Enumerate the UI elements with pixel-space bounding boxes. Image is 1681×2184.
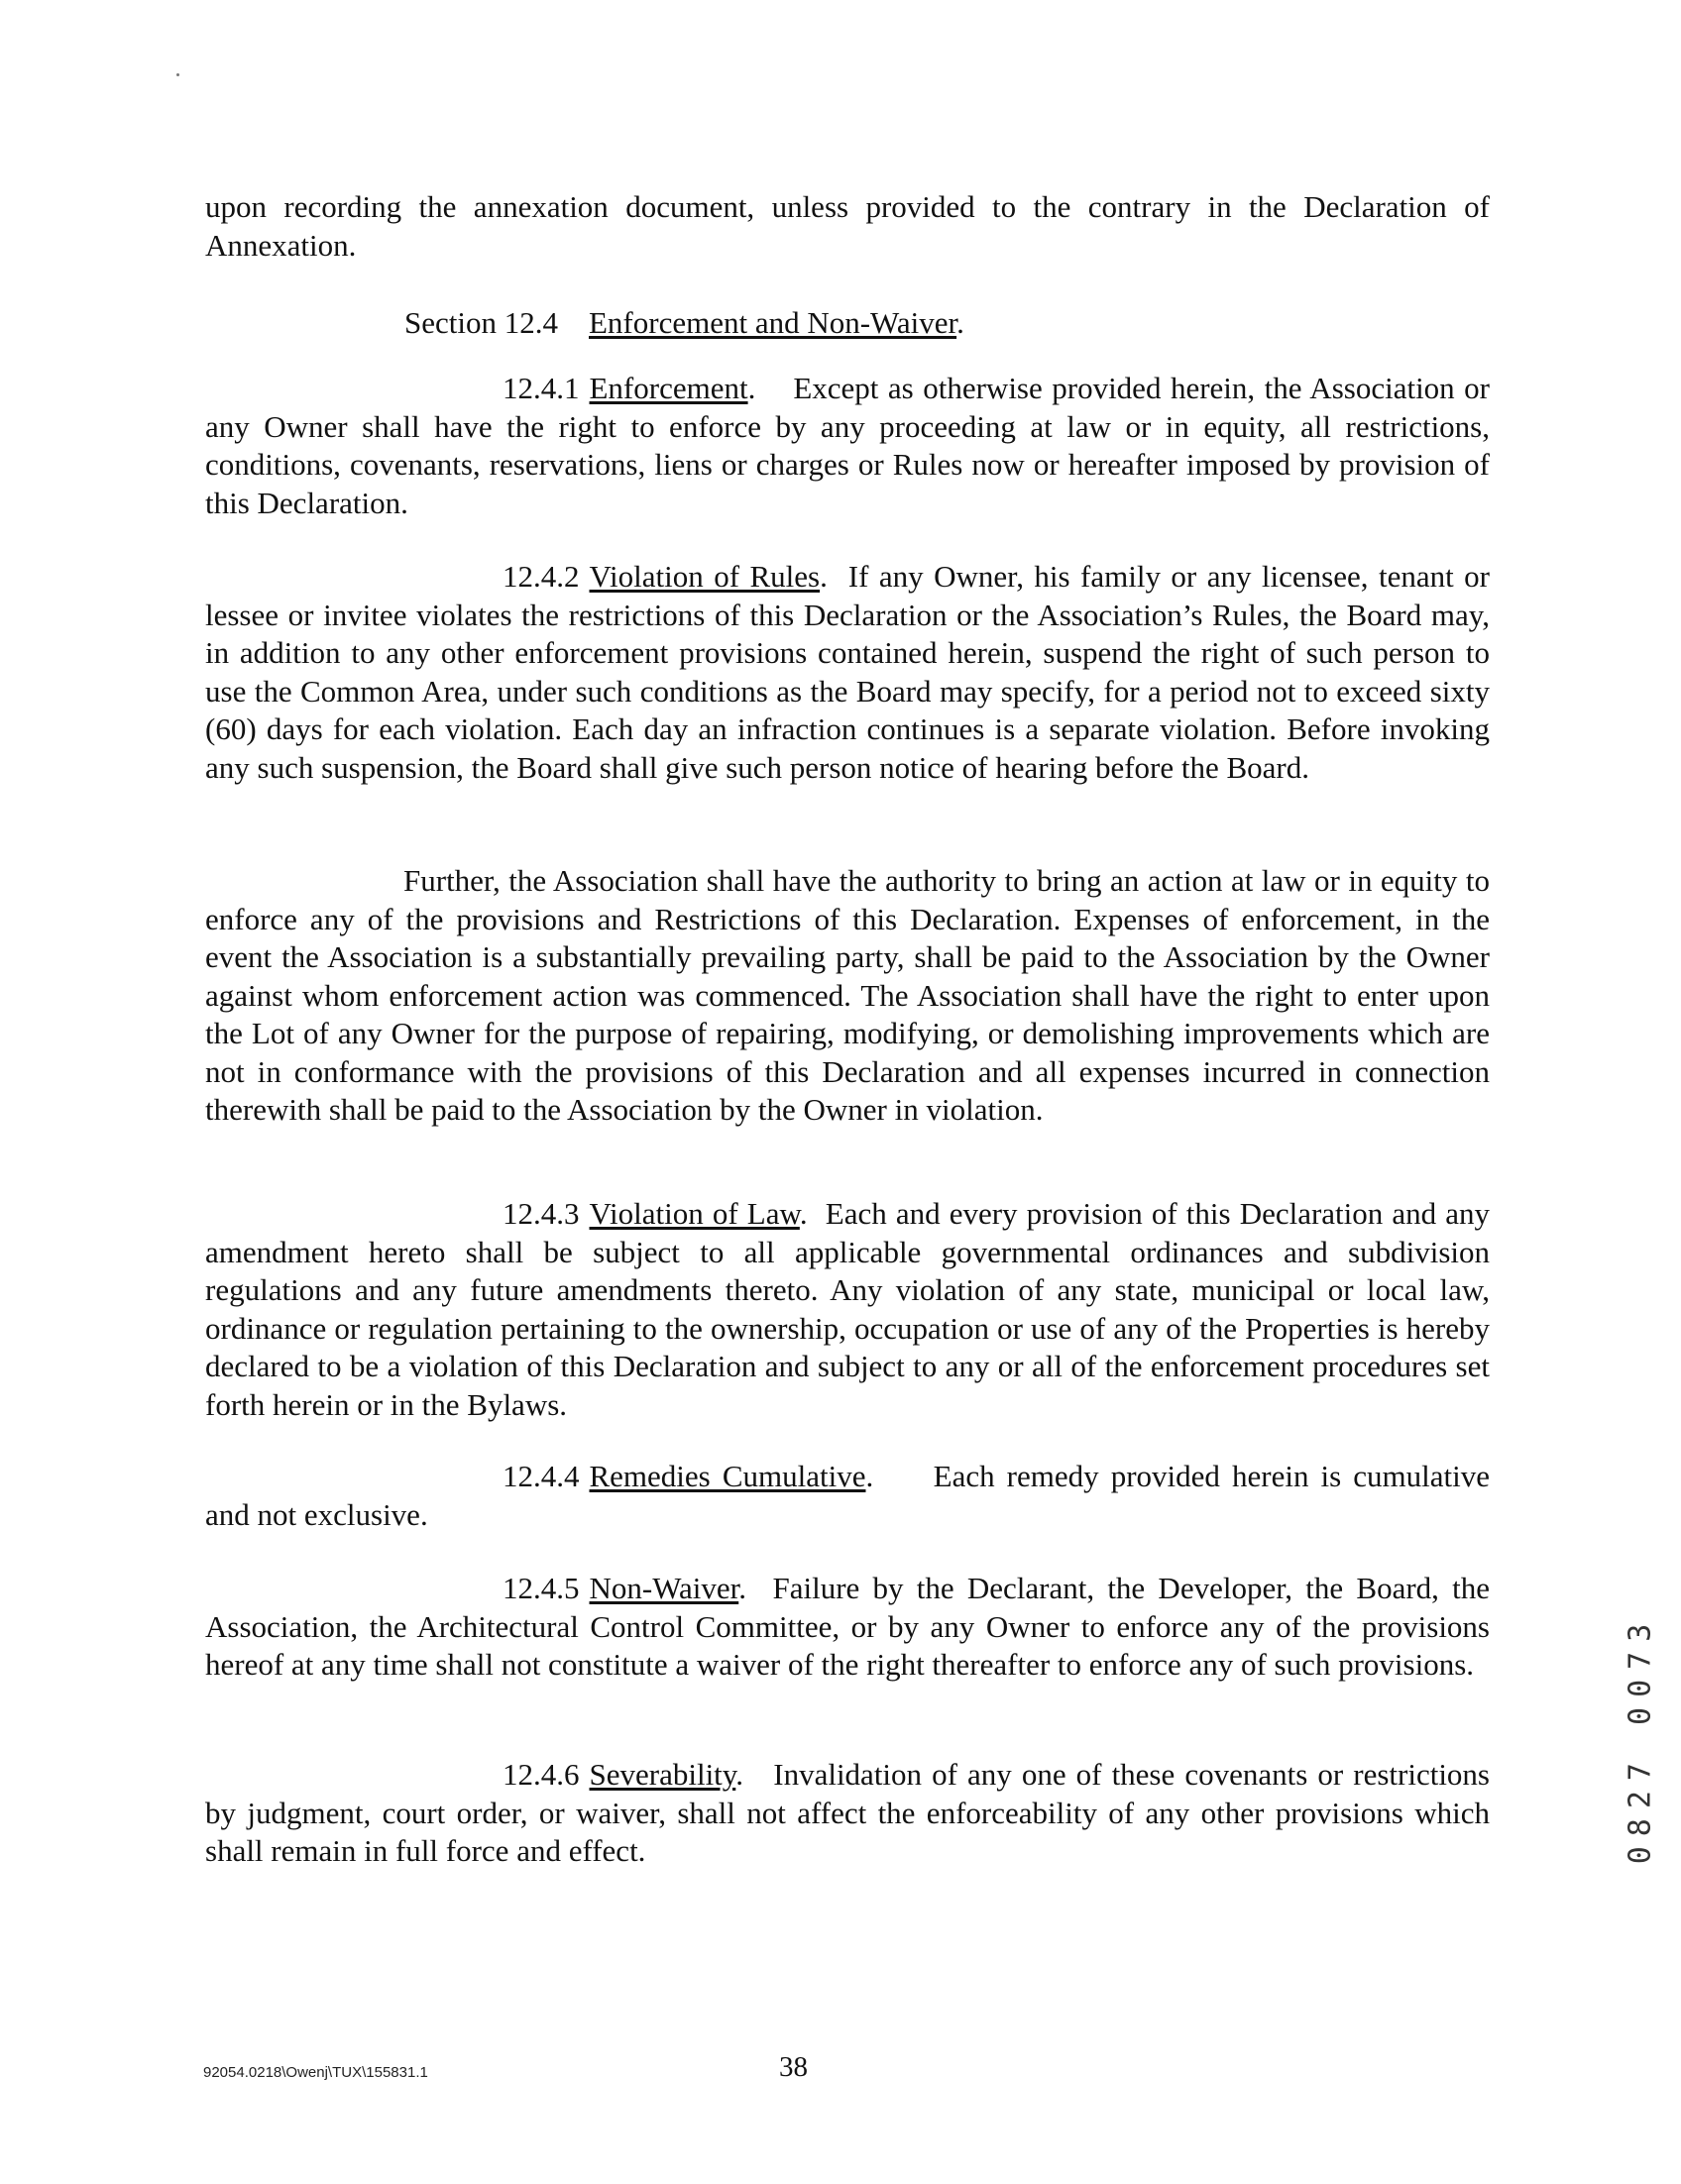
recording-stamp: 0827 0073	[1623, 1613, 1658, 1865]
subsection-12-4-4	[205, 1458, 1490, 1534]
subsection-title: Violation of Law	[589, 1196, 800, 1231]
subsection-text: Each remedy provided herein is cumulative and not exclusive.	[205, 1459, 1491, 1532]
subsection-text: Except as otherwise provided herein, the Association or any Owner shall have the right to enforce by any proceeding at law or in equity, all restrictions, conditions, covenants, reservations, liens or charges or Rules now or hereafter imposed by provision of this Declaration.	[205, 371, 1490, 520]
paragraph-annexation	[205, 188, 1490, 265]
subsection-number: 12.4.6	[503, 1757, 580, 1792]
subsection-title: Violation of Rules	[589, 559, 821, 594]
subsection-paragraph: 12.4.3 Violation of Law. Each and every provision of this Declaration and any amendment hereto shall be subject to all applicable governmental ordinances and subdivision regulations and any future amendments thereto. Any violation of any state, municipal or local law, ordinance or regulation pertaining to the ownership, occupation or use of any of the Properties is hereby declared to be a violation of this Declaration and subject to any or all of the enforcement procedures set forth herein or in the Bylaws.	[205, 1196, 1490, 1422]
page-number: 38	[779, 2051, 808, 2083]
paragraph-text: upon recording the annexation document, unless provided to the contrary in the Declaration of Annexation.	[205, 189, 1490, 263]
subsection-title: Severability	[589, 1757, 736, 1792]
subsection-paragraph: 12.4.6 Severability. Invalidation of any one of these covenants or restrictions by judgment, court order, or waiver, shall not affect the enforceability of any other provisions which shall remain in full force and effect.	[205, 1757, 1490, 1868]
section-label: Section 12.4	[404, 305, 558, 340]
subsection-title: Enforcement	[589, 371, 748, 405]
subsection-title: Remedies Cumulative	[589, 1459, 866, 1493]
subsection-title: Non-Waiver	[589, 1571, 739, 1605]
subsection-12-4-6	[205, 1756, 1490, 1871]
subsection-12-4-2	[205, 558, 1490, 787]
subsection-12-4-3	[205, 1195, 1490, 1424]
subsection-number: 12.4.5	[503, 1571, 580, 1605]
subsection-paragraph: 12.4.4 Remedies Cumulative. Each remedy provided herein is cumulative and not exclusive.	[205, 1459, 1491, 1532]
section-title: Enforcement and Non-Waiver	[589, 305, 957, 340]
subsection-text: If any Owner, his family or any licensee, tenant or lessee or invitee violates the restrictions of this Declaration or the Association’s Rules, the Board may, in addition to any other enforcement provisions contained herein, suspend the right of such person to use the Common Area, under such conditions as the Board may specify, for a period not to exceed sixty (60) days for each violation. Each day an infraction continues is a separate violation. Before invoking any such suspension, the Board shall give such person notice of hearing before the Board.	[205, 559, 1490, 785]
subsection-12-4-1	[205, 370, 1490, 522]
subsection-text: Invalidation of any one of these covenants or restrictions by judgment, court order, or waiver, shall not affect the enforceability of any other provisions which shall remain in full force and effect.	[205, 1757, 1490, 1868]
subsection-12-4-5	[205, 1570, 1490, 1685]
section-heading: Section 12.4 Enforcement and Non-Waiver.	[404, 305, 964, 340]
document-code: 92054.0218\Owenj\TUX\155831.1	[203, 2064, 428, 2081]
subsection-number: 12.4.4	[503, 1459, 580, 1493]
subsection-text: Failure by the Declarant, the Developer, the Board, the Association, the Architectural Control Committee, or by any Owner to enforce any of the provisions hereof at any time shall not constitute a waiver of the right thereafter to enforce any of such provisions.	[205, 1571, 1491, 1682]
subsection-number: 12.4.3	[503, 1196, 580, 1231]
scan-speck	[176, 73, 179, 76]
subsection-text: Each and every provision of this Declaration and any amendment hereto shall be subject to all applicable governmental ordinances and subdivision regulations and any future amendments thereto. Any violation of any state, municipal or local law, ordinance or regulation pertaining to the ownership, occupation or use of any of the Properties is hereby declared to be a violation of this Declaration and subject to any or all of the enforcement procedures set forth herein or in the Bylaws.	[205, 1196, 1490, 1422]
paragraph-further	[205, 862, 1490, 1130]
paragraph-text: Further, the Association shall have the authority to bring an action at law or in equity to enforce any of the provisions and Restrictions of this Declaration. Expenses of enforcement, in the event the Association is a substantially prevailing party, shall be paid to the Association by the Owner against whom enforcement action was commenced. The Association shall have the right to enter upon the Lot of any Owner for the purpose of repairing, modifying, or demolishing improvements which are not in conformance with the provisions of this Declaration and all expenses incurred in connection therewith shall be paid to the Association by the Owner in violation.	[205, 863, 1490, 1127]
subsection-number: 12.4.2	[503, 559, 580, 594]
subsection-paragraph: 12.4.5 Non-Waiver. Failure by the Declarant, the Developer, the Board, the Association, the Architectural Control Committee, or by any Owner to enforce any of the provisions hereof at any time shall not constitute a waiver of the right thereafter to enforce any of such provisions.	[205, 1571, 1491, 1682]
subsection-paragraph: 12.4.2 Violation of Rules. If any Owner, his family or any licensee, tenant or lessee or invitee violates the restrictions of this Declaration or the Association’s Rules, the Board may, in addition to any other enforcement provisions contained herein, suspend the right of such person to use the Common Area, under such conditions as the Board may specify, for a period not to exceed sixty (60) days for each violation. Each day an infraction continues is a separate violation. Before invoking any such suspension, the Board shall give such person notice of hearing before the Board.	[205, 559, 1490, 785]
subsection-number: 12.4.1	[503, 371, 580, 405]
subsection-paragraph: 12.4.1 Enforcement. Except as otherwise provided herein, the Association or any Owner shall have the right to enforce by any proceeding at law or in equity, all restrictions, conditions, covenants, reservations, liens or charges or Rules now or hereafter imposed by provision of this Declaration.	[205, 371, 1490, 520]
